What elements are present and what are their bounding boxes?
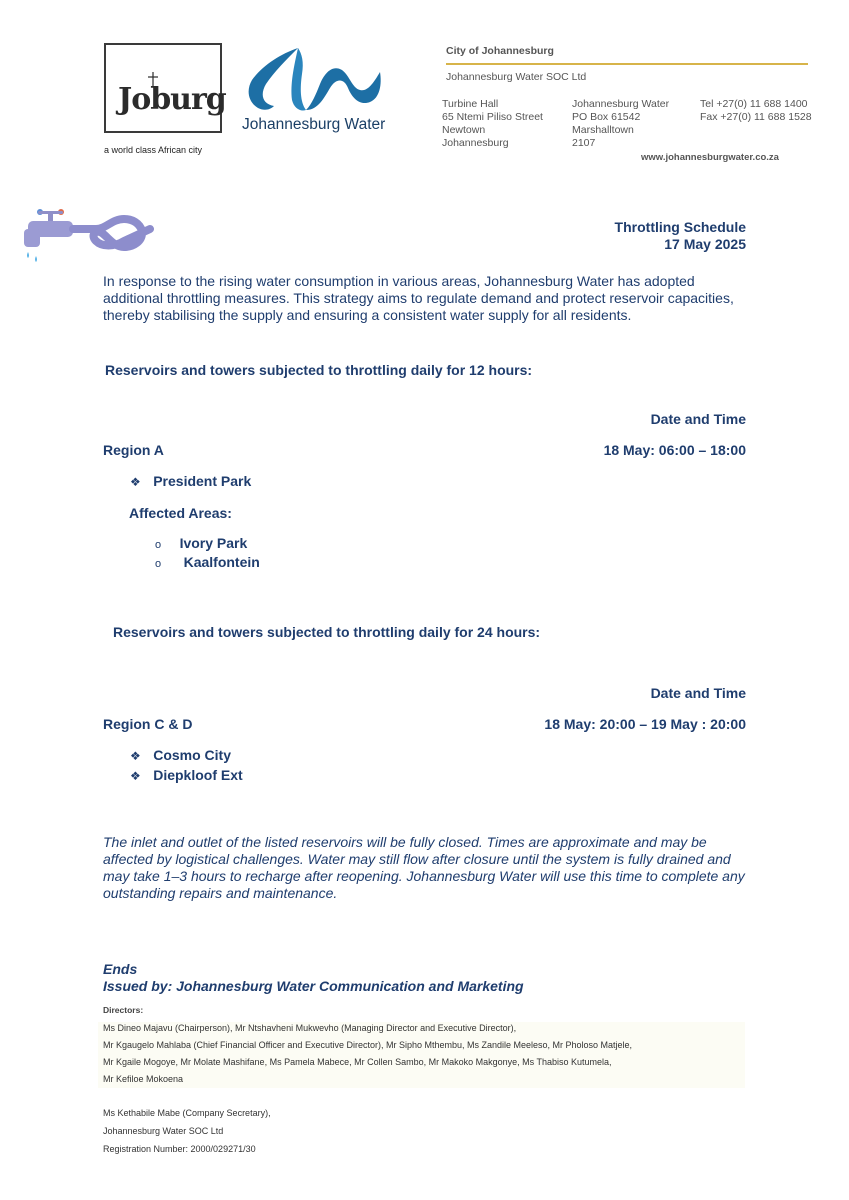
directors-line: Mr Kgaile Mogoye, Mr Molate Mashifane, Ms Pamela Mabece, Mr Collen Sambo, Mr Makoko Makgonye, Ms Thabiso Kutumela, xyxy=(103,1057,612,1067)
reservoir-list-item: ❖ Cosmo City xyxy=(130,747,232,763)
circle-bullet-icon: o xyxy=(155,539,162,551)
address-street: Turbine Hall 65 Ntemi Piliso Street Newtown Johannesburg xyxy=(442,98,543,149)
issued-by: Issued by: Johannesburg Water Communication and Marketing xyxy=(103,978,524,994)
affected-areas-label: Affected Areas: xyxy=(129,505,232,521)
header-divider xyxy=(446,63,808,65)
section-12h-date-time-label: Date and Time xyxy=(650,411,746,427)
section-24h-region: Region C & D xyxy=(103,716,193,732)
section-12h-heading: Reservoirs and towers subjected to throttling daily for 12 hours: xyxy=(105,362,533,378)
org-title: City of Johannesburg xyxy=(446,45,554,57)
diamond-bullet-icon: ❖ xyxy=(130,749,141,763)
joburg-tagline: a world class African city xyxy=(104,145,203,155)
reservoir-list-item: ❖ President Park xyxy=(130,473,252,489)
section-12h-schedule: 18 May: 06:00 – 18:00 xyxy=(603,442,746,458)
reservoir-list-item: ❖ Diepkloof Ext xyxy=(130,767,243,783)
section-24h-heading: Reservoirs and towers subjected to throttling daily for 24 hours: xyxy=(113,624,541,640)
section-24h-schedule: 18 May: 20:00 – 19 May : 20:00 xyxy=(544,716,746,732)
contact-numbers: Tel +27(0) 11 688 1400 Fax +27(0) 11 688 1528 xyxy=(700,98,812,123)
company-name: Johannesburg Water SOC Ltd xyxy=(103,1126,224,1136)
ends-label: Ends xyxy=(103,961,138,977)
closing-note: The inlet and outlet of the listed reservoirs will be fully closed. Times are approximate and may be affected by logistical challenges. Water may still flow after closure until the system is fully drained and may take 1–3 hours to recharge after reopening. Johannesburg Water will use this time to complete any outstanding repairs and maintenance. xyxy=(103,834,745,901)
diamond-bullet-icon: ❖ xyxy=(130,475,141,489)
section-24h-date-time-label: Date and Time xyxy=(650,685,746,701)
notice-date: 17 May 2025 xyxy=(664,236,746,252)
knotted-tap-icon xyxy=(24,205,154,267)
website-link[interactable]: www.johannesburgwater.co.za xyxy=(641,152,779,163)
directors-line: Mr Kefiloe Mokoena xyxy=(103,1074,184,1084)
company-secretary: Ms Kethabile Mabe (Company Secretary), xyxy=(103,1108,271,1118)
address-postal: Johannesburg Water PO Box 61542 Marshalltown 2107 xyxy=(572,98,670,149)
circle-bullet-icon: o xyxy=(155,558,162,570)
directors-line: Mr Kgaugelo Mahlaba (Chief Financial Officer and Executive Director), Mr Sipho Mthembu, Ms Zandile Meeleso, Mr Pholoso Matjele, xyxy=(103,1040,633,1050)
affected-area-item: o Kaalfontein xyxy=(155,554,260,570)
affected-area-item: o Ivory Park xyxy=(155,535,248,551)
directors-label: Directors: xyxy=(103,1005,144,1015)
section-12h-region: Region A xyxy=(103,442,164,458)
diamond-bullet-icon: ❖ xyxy=(130,769,141,783)
johannesburg-water-logo-text: Johannesburg Water xyxy=(242,116,386,133)
registration-number: Registration Number: 2000/029271/30 xyxy=(103,1144,256,1154)
johannesburg-water-logo-icon xyxy=(240,44,390,116)
org-subtitle: Johannesburg Water SOC Ltd xyxy=(446,71,587,83)
directors-line: Ms Dineo Majavu (Chairperson), Mr Ntshavheni Mukwevho (Managing Director and Executive Director), xyxy=(103,1023,517,1033)
notice-title: Throttling Schedule xyxy=(614,219,746,235)
intro-paragraph: In response to the rising water consumption in various areas, Johannesburg Water has adopted additional throttling measures. This strategy aims to regulate demand and protect reservoir capacities, thereby stabilising the supply and ensuring a consistent water supply for all residents. xyxy=(103,273,734,323)
joburg-logo: Joburg xyxy=(118,82,226,117)
